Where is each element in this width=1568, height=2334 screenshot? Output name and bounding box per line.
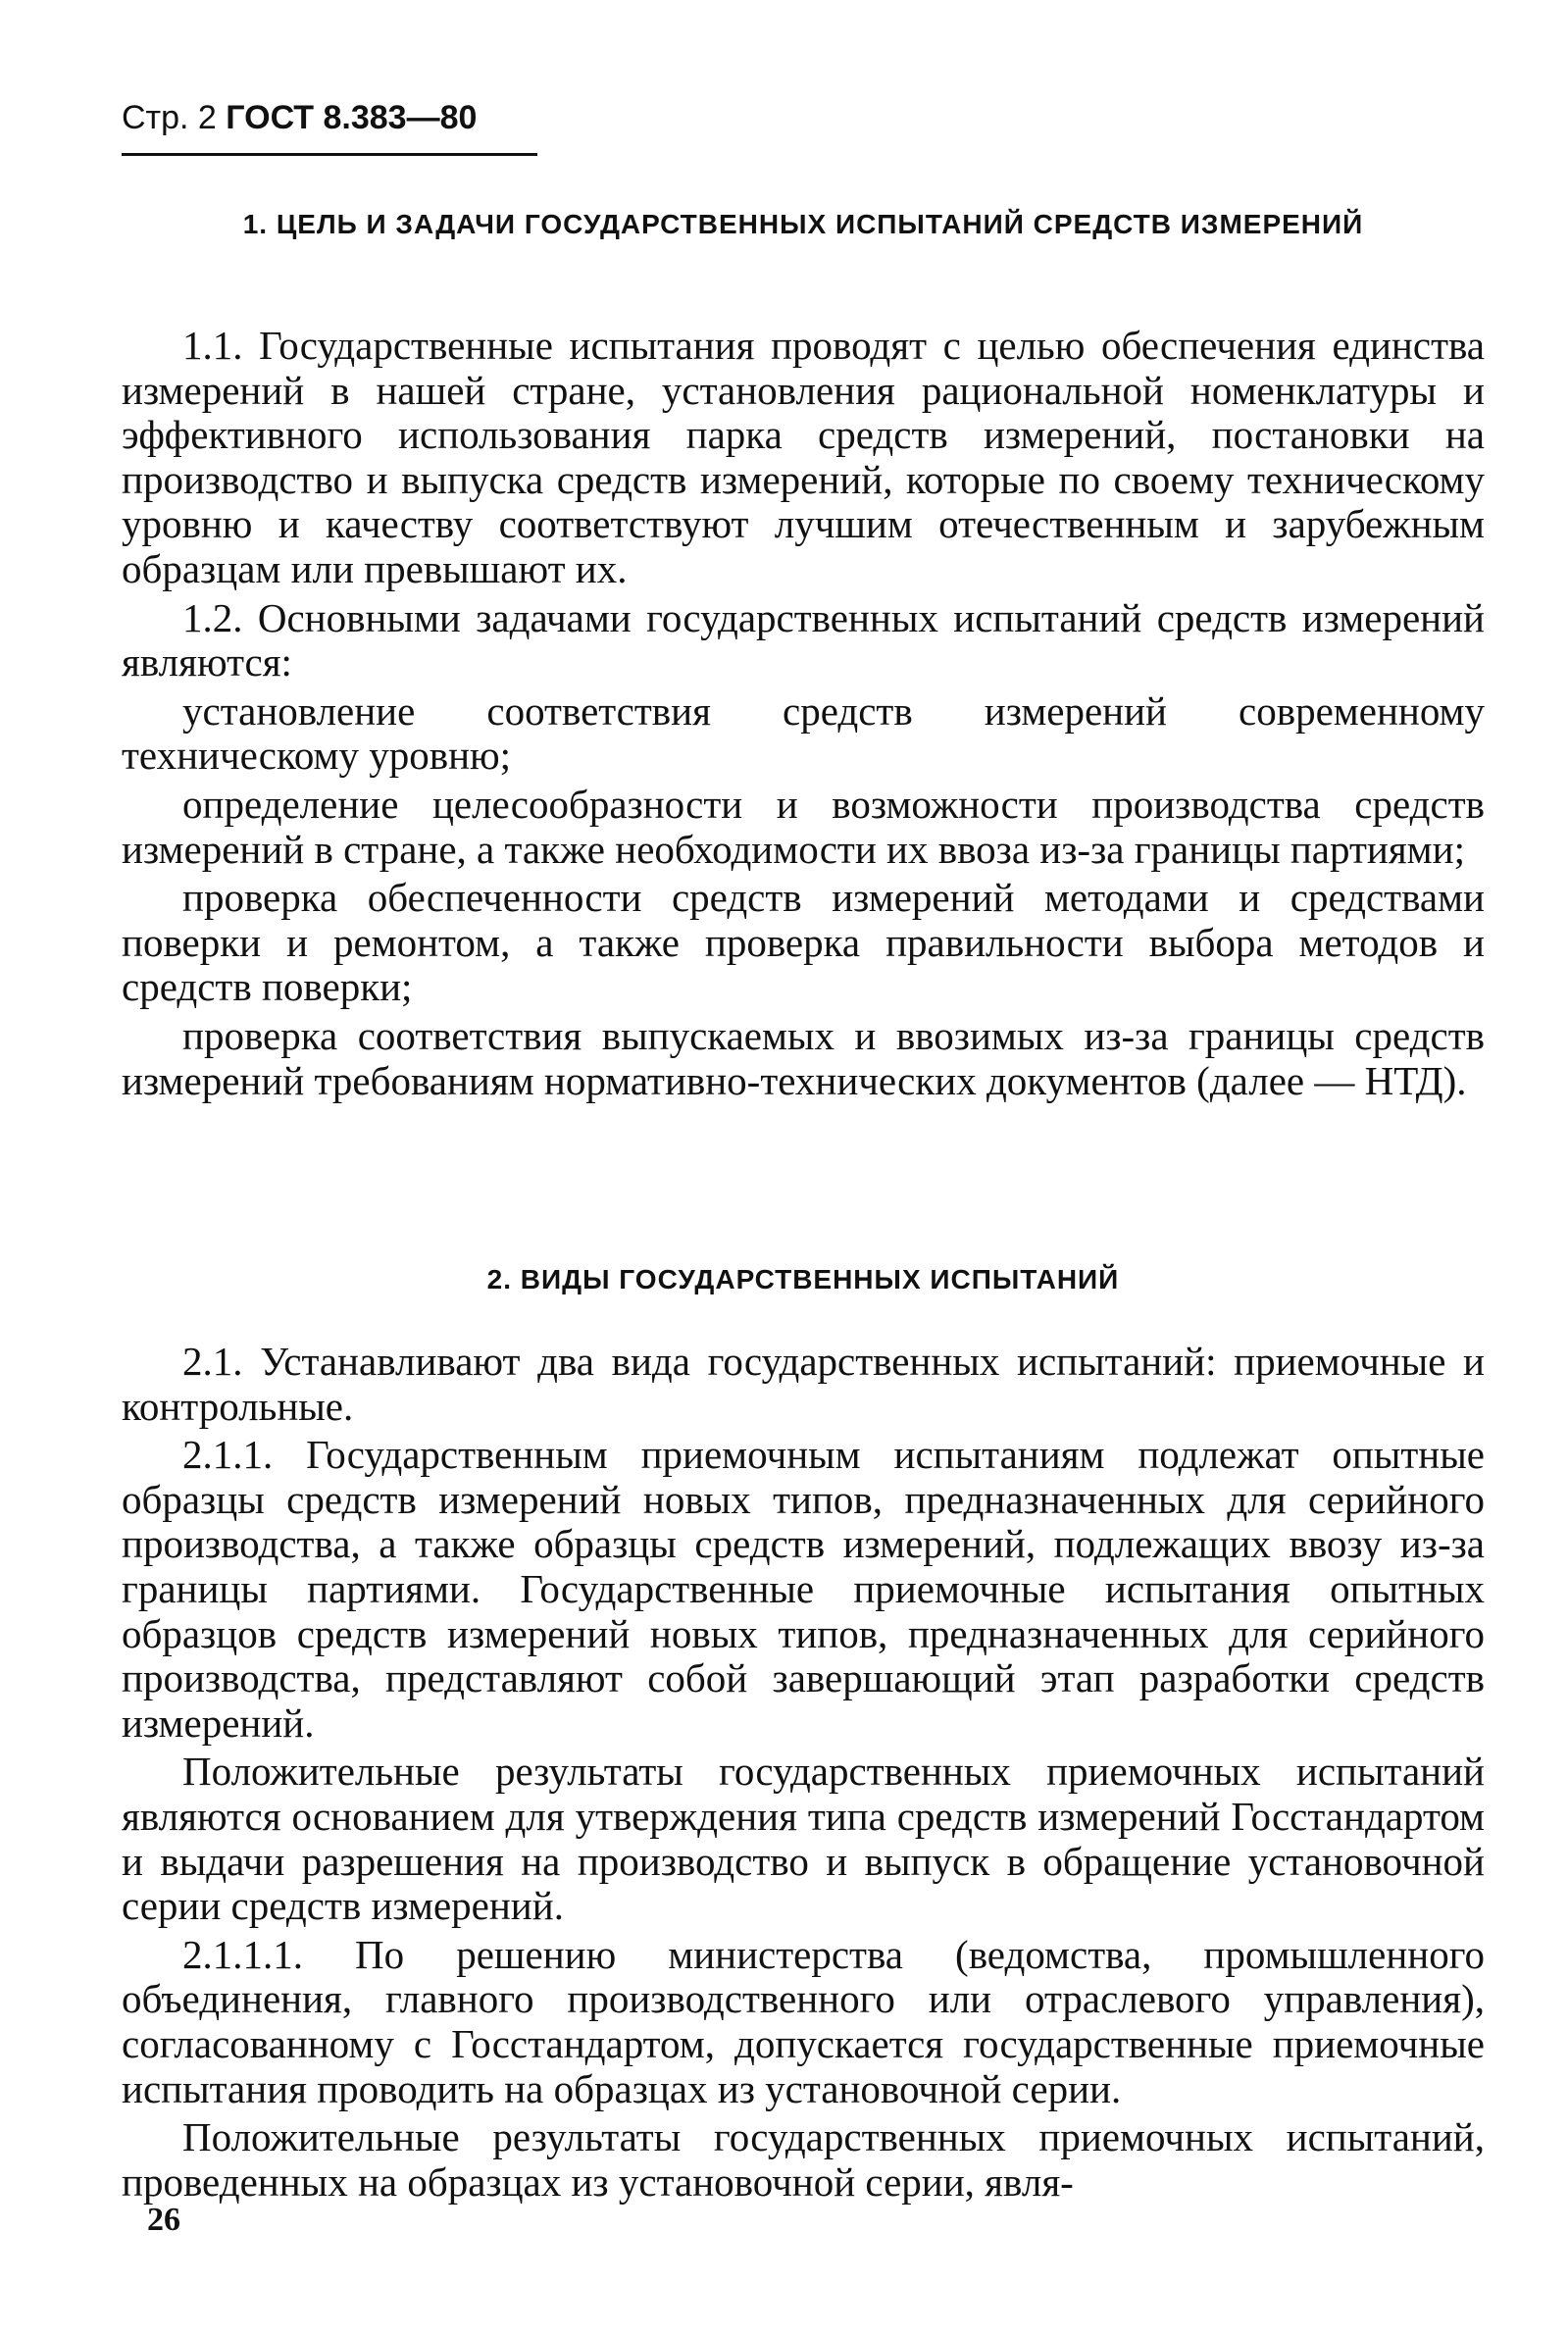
paragraph: Положительные результаты государственных приемочных испытаний, проведенных на образцах из установочной серии, явля- xyxy=(122,2114,1485,2205)
paragraph-1-1: 1.1. Государственные испытания проводят с целью обеспечения единства измерений в нашей стране, установления рациональной номенклатуры и эффективного использования парка средств измерений, постановки на производство и выпуска средств измерений, которые по своему техническому уровню и качеству соответствуют лучшим отечественным и зарубежным образцам или превышают их. xyxy=(122,323,1485,591)
section-2-title: 2. ВИДЫ ГОСУДАРСТВЕННЫХ ИСПЫТАНИЙ xyxy=(486,1264,1120,1294)
running-header xyxy=(122,94,537,141)
header-rule xyxy=(122,153,537,156)
list-item: определение целесообразности и возможности производства средств измерений в стране, а также необходимости их ввоза из-за границы партиями; xyxy=(122,781,1485,872)
section-1-body xyxy=(122,324,1485,1107)
section-1-title: 1. ЦЕЛЬ И ЗАДАЧИ ГОСУДАРСТВЕННЫХ ИСПЫТАНИЙ СРЕДСТВ ИЗМЕРЕНИЙ xyxy=(242,209,1364,239)
paragraph: Положительные результаты государственных приемочных испытаний являются основанием для утверждения типа средств измерений Госстандартом и выдачи разрешения на производство и выпуск в обращение установочной серии средств измерений. xyxy=(122,1749,1485,1929)
paragraph-1-2: 1.2. Основными задачами государственных испытаний средств измерений являются: xyxy=(122,594,1485,685)
paragraph-2-1: 2.1. Устанавливают два вида государственных испытаний: приемочные и контрольные. xyxy=(122,1339,1485,1429)
page-label: Стр. 2 xyxy=(122,99,217,136)
list-item: установление соответствия средств измерений современному техническому уровню; xyxy=(122,687,1485,779)
list-item: проверка обеспеченности средств измерений методами и средствами поверки и ремонтом, а также проверка правильности выбора методов и средств поверки; xyxy=(122,875,1485,1010)
page-number: 26 xyxy=(147,2202,180,2238)
section-2-body xyxy=(122,1340,1485,2208)
paragraph-2-1-1-1: 2.1.1.1. По решению министерства (ведомства, промышленного объединения, главного производственного или отраслевого управления), согласованному с Госстандартом, допускается государственные приемочные испытания проводить на образцах из установочной серии. xyxy=(122,1931,1485,2111)
document-code: ГОСТ 8.383—80 xyxy=(226,99,478,136)
paragraph-2-1-1: 2.1.1. Государственным приемочным испытаниям подлежат опытные образцы средств измерений новых типов, предназначенных для серийного производства, а также образцы средств измерений, подлежащих ввозу из-за границы партиями. Государственные приемочные испытания опытных образцов средств измерений новых типов, предназначенных для серийного производства, представляют собой завершающий этап разработки средств измерений. xyxy=(122,1432,1485,1746)
list-item: проверка соответствия выпускаемых и ввозимых из-за границы средств измерений требованиям нормативно-технических документов (далее — НТД). xyxy=(122,1012,1485,1103)
